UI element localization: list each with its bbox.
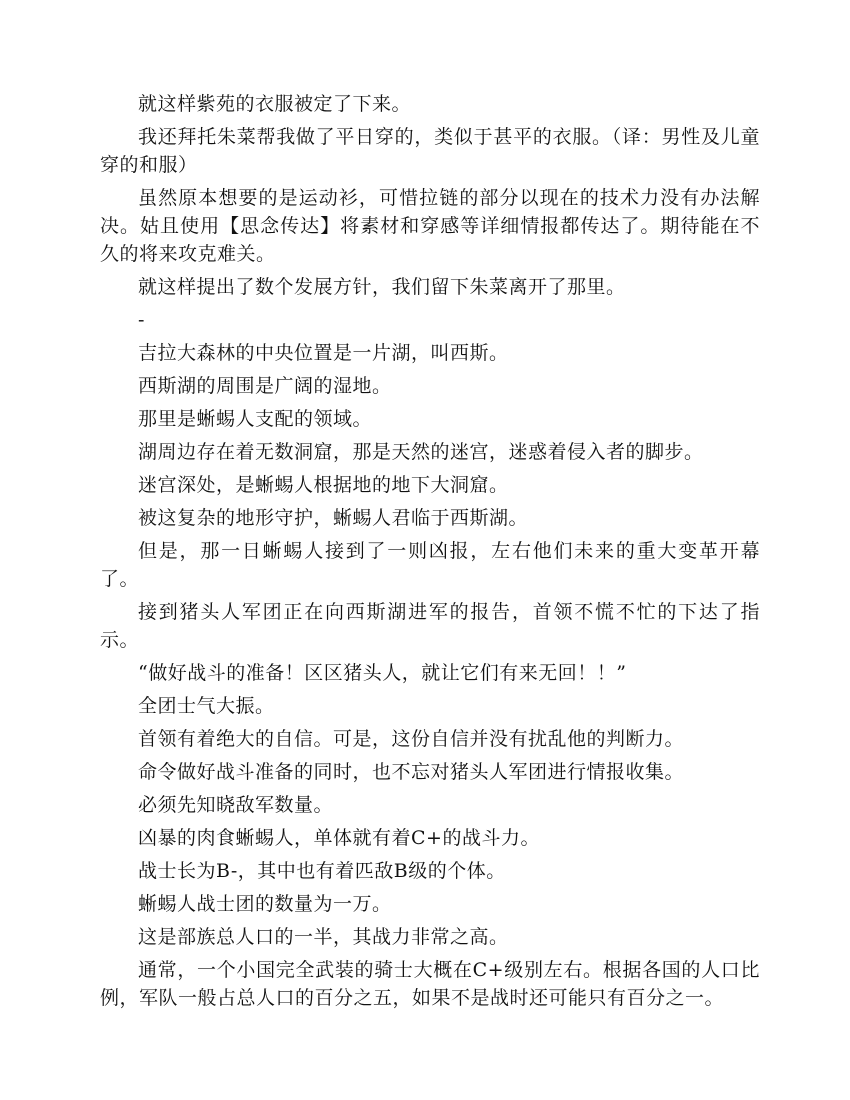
paragraph: 就这样紫苑的衣服被定了下来。 bbox=[138, 93, 412, 115]
paragraph: 通常，一个小国完全武装的骑士大概在C+级别左右。根据各国的人口比例，军队一般占总人口的百分之五，如果不是战时还可能只有百分之一。 bbox=[100, 959, 760, 1009]
paragraph: 命令做好战斗准备的同时，也不忘对猪头人军团进行情报收集。 bbox=[138, 761, 685, 783]
paragraph: 蜥蜴人战士团的数量为一万。 bbox=[138, 893, 392, 915]
paragraph: 接到猪头人军团正在向西斯湖进军的报告，首领不慌不忙的下达了指示。 bbox=[100, 601, 760, 651]
paragraph: 吉拉大森林的中央位置是一片湖，叫西斯。 bbox=[138, 342, 509, 364]
paragraph: 那里是蜥蜴人支配的领域。 bbox=[138, 408, 373, 430]
section-divider: - bbox=[138, 309, 145, 331]
paragraph: 战士长为B-，其中也有着匹敌B级的个体。 bbox=[138, 860, 506, 882]
paragraph: 被这复杂的地形守护，蜥蜴人君临于西斯湖。 bbox=[138, 507, 529, 529]
text-body bbox=[100, 90, 760, 1017]
paragraph: 湖周边存在着无数洞窟，那是天然的迷宫，迷惑着侵入者的脚步。 bbox=[138, 441, 704, 463]
paragraph: 全团士气大振。 bbox=[138, 695, 275, 717]
dialogue-line: “做好战斗的准备！区区猪头人，就让它们有来无回！！” bbox=[138, 662, 627, 684]
paragraph: 必须先知晓敌军数量。 bbox=[138, 794, 334, 816]
paragraph: 但是，那一日蜥蜴人接到了一则凶报，左右他们未来的重大变革开幕了。 bbox=[100, 540, 760, 590]
paragraph: 这是部族总人口的一半，其战力非常之高。 bbox=[138, 926, 509, 948]
paragraph: 凶暴的肉食蜥蜴人，单体就有着C+的战斗力。 bbox=[138, 827, 540, 849]
paragraph: 迷宫深处，是蜥蜴人根据地的地下大洞窟。 bbox=[138, 474, 509, 496]
paragraph: 西斯湖的周围是广阔的湿地。 bbox=[138, 375, 392, 397]
paragraph: 首领有着绝大的自信。可是，这份自信并没有扰乱他的判断力。 bbox=[138, 728, 685, 750]
paragraph: 就这样提出了数个发展方针，我们留下朱菜离开了那里。 bbox=[138, 276, 626, 298]
paragraph: 虽然原本想要的是运动衫，可惜拉链的部分以现在的技术力没有办法解决。姑且使用【思念传达】将素材和穿感等详细情报都传达了。期待能在不久的将来攻克难关。 bbox=[100, 187, 760, 265]
paragraph: 我还拜托朱菜帮我做了平日穿的，类似于甚平的衣服。（译：男性及儿童穿的和服） bbox=[100, 126, 760, 176]
